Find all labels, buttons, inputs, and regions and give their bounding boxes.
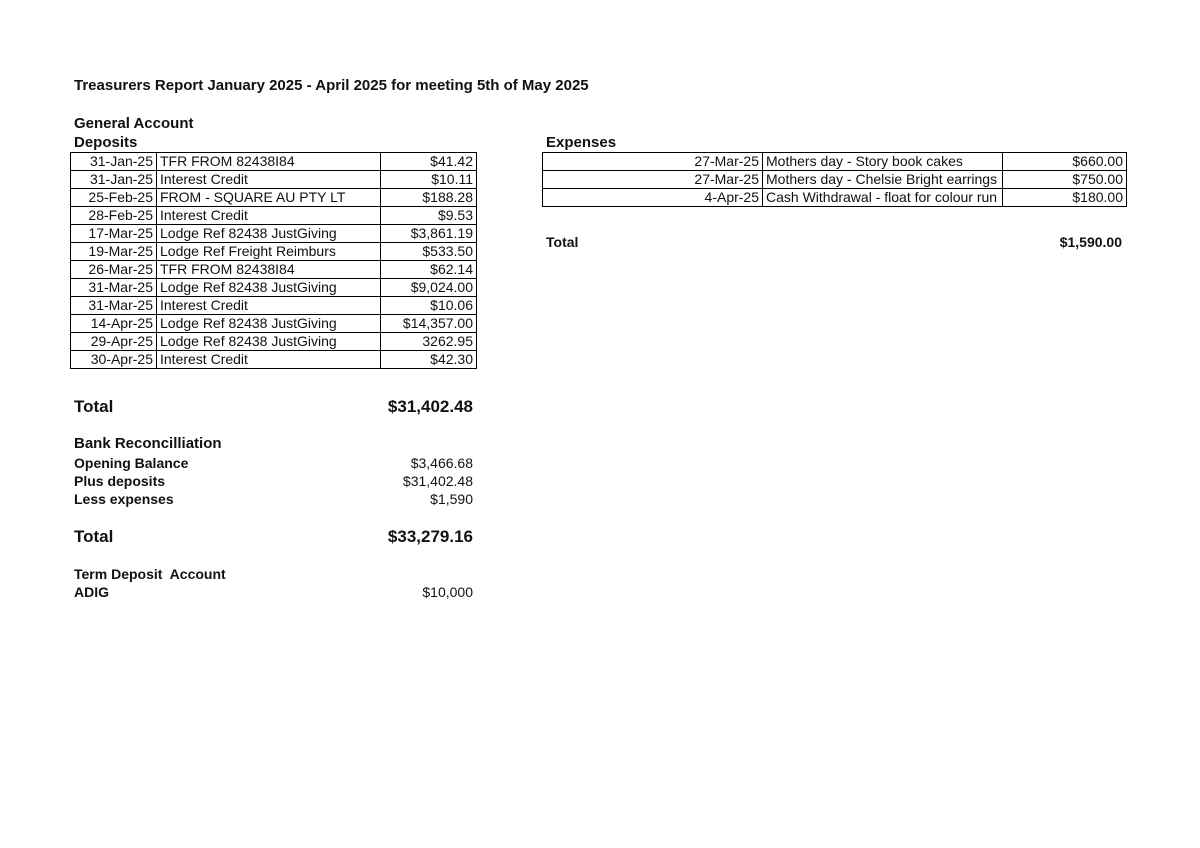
deposit-date: 31-Mar-25 bbox=[71, 279, 157, 297]
deposit-description: Interest Credit bbox=[157, 207, 381, 225]
deposit-date: 26-Mar-25 bbox=[71, 261, 157, 279]
deposit-amount: $9,024.00 bbox=[381, 279, 477, 297]
table-row bbox=[71, 207, 477, 225]
report-title: Treasurers Report January 2025 - April 2025 for meeting 5th of May 2025 bbox=[74, 77, 589, 94]
adig-label: ADIG bbox=[74, 584, 109, 600]
table-row bbox=[543, 153, 1127, 171]
deposit-description: Interest Credit bbox=[157, 297, 381, 315]
table-row bbox=[71, 171, 477, 189]
deposit-date: 29-Apr-25 bbox=[71, 333, 157, 351]
opening-balance-value: $3,466.68 bbox=[410, 455, 473, 471]
deposit-amount: $41.42 bbox=[381, 153, 477, 171]
expense-description: Cash Withdrawal - float for colour run bbox=[763, 189, 1003, 207]
deposit-description: TFR FROM 82438I84 bbox=[157, 261, 381, 279]
deposit-amount: $188.28 bbox=[381, 189, 477, 207]
term-deposit-heading: Term Deposit Account bbox=[74, 566, 226, 582]
deposit-description: Lodge Ref 82438 JustGiving bbox=[157, 315, 381, 333]
deposit-description: FROM - SQUARE AU PTY LT bbox=[157, 189, 381, 207]
expenses-table bbox=[542, 152, 1127, 207]
deposit-date: 31-Jan-25 bbox=[71, 153, 157, 171]
deposits-total-label: Total bbox=[74, 397, 114, 416]
deposit-description: TFR FROM 82438I84 bbox=[157, 153, 381, 171]
deposit-date: 14-Apr-25 bbox=[71, 315, 157, 333]
expenses-total-label: Total bbox=[546, 234, 579, 250]
bank-reconciliation-heading: Bank Reconcilliation bbox=[74, 435, 222, 452]
table-row bbox=[71, 279, 477, 297]
table-row bbox=[71, 297, 477, 315]
deposits-table bbox=[70, 152, 477, 369]
general-account-heading: General Account bbox=[74, 115, 194, 132]
expense-date: 4-Apr-25 bbox=[543, 189, 763, 207]
deposit-description: Lodge Ref 82438 JustGiving bbox=[157, 225, 381, 243]
plus-deposits-value: $31,402.48 bbox=[402, 473, 473, 489]
table-row bbox=[71, 315, 477, 333]
deposit-description: Lodge Ref 82438 JustGiving bbox=[157, 333, 381, 351]
deposit-amount: $42.30 bbox=[381, 351, 477, 369]
deposit-description: Lodge Ref Freight Reimburs bbox=[157, 243, 381, 261]
deposit-amount: 3262.95 bbox=[381, 333, 477, 351]
table-row bbox=[71, 351, 477, 369]
adig-value: $10,000 bbox=[422, 584, 473, 600]
deposit-date: 31-Mar-25 bbox=[71, 297, 157, 315]
deposits-heading: Deposits bbox=[74, 134, 138, 151]
table-row bbox=[543, 189, 1127, 207]
expense-amount: $180.00 bbox=[1003, 189, 1127, 207]
expenses-total-value: $1,590.00 bbox=[1059, 234, 1122, 250]
deposit-amount: $10.06 bbox=[381, 297, 477, 315]
deposit-date: 31-Jan-25 bbox=[71, 171, 157, 189]
expense-amount: $750.00 bbox=[1003, 171, 1127, 189]
deposit-date: 30-Apr-25 bbox=[71, 351, 157, 369]
opening-balance-label: Opening Balance bbox=[74, 455, 189, 471]
table-row bbox=[71, 225, 477, 243]
deposit-date: 17-Mar-25 bbox=[71, 225, 157, 243]
table-row bbox=[71, 333, 477, 351]
table-row bbox=[71, 153, 477, 171]
deposit-description: Interest Credit bbox=[157, 351, 381, 369]
deposit-date: 19-Mar-25 bbox=[71, 243, 157, 261]
deposit-amount: $10.11 bbox=[381, 171, 477, 189]
deposit-date: 28-Feb-25 bbox=[71, 207, 157, 225]
reconciliation-total-value: $33,279.16 bbox=[387, 527, 473, 546]
deposit-amount: $533.50 bbox=[381, 243, 477, 261]
expenses-heading: Expenses bbox=[546, 134, 617, 151]
table-row bbox=[71, 189, 477, 207]
deposit-description: Lodge Ref 82438 JustGiving bbox=[157, 279, 381, 297]
deposit-amount: $9.53 bbox=[381, 207, 477, 225]
expense-date: 27-Mar-25 bbox=[543, 171, 763, 189]
table-row bbox=[71, 243, 477, 261]
expense-description: Mothers day - Chelsie Bright earrings bbox=[763, 171, 1003, 189]
expense-amount: $660.00 bbox=[1003, 153, 1127, 171]
table-row bbox=[543, 171, 1127, 189]
deposit-amount: $62.14 bbox=[381, 261, 477, 279]
less-expenses-value: $1,590 bbox=[430, 491, 473, 507]
table-row bbox=[71, 261, 477, 279]
expense-description: Mothers day - Story book cakes bbox=[763, 153, 1003, 171]
deposit-amount: $3,861.19 bbox=[381, 225, 477, 243]
deposit-amount: $14,357.00 bbox=[381, 315, 477, 333]
deposit-date: 25-Feb-25 bbox=[71, 189, 157, 207]
deposits-total-value: $31,402.48 bbox=[387, 397, 473, 416]
plus-deposits-label: Plus deposits bbox=[74, 473, 166, 489]
less-expenses-label: Less expenses bbox=[74, 491, 174, 507]
reconciliation-total-label: Total bbox=[74, 527, 114, 546]
expense-date: 27-Mar-25 bbox=[543, 153, 763, 171]
deposit-description: Interest Credit bbox=[157, 171, 381, 189]
